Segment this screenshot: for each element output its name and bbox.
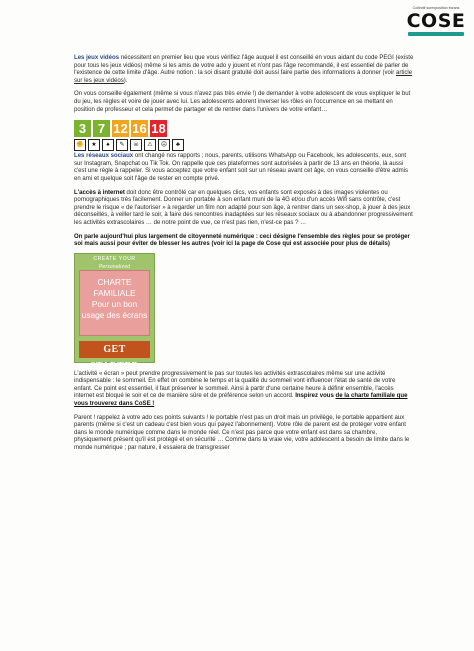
charte-line: usage des écrans — [81, 309, 148, 320]
pegi-descriptor-icon: ✊ — [74, 139, 86, 151]
heading-internet-access: L'accès à internet — [74, 189, 125, 196]
pegi-rating-7: 7 — [93, 120, 110, 137]
charte-personalized-label: Personalized — [98, 263, 131, 270]
paragraph-digital-citizenship: On parle aujourd'hui plus largement de citoyenneté numérique : ceci désigne l'ensemble des règles pour se protéger soi mais aussi pour éviter de blesser les autres (voir ici la page de Cose qui est associée pour plus de détails) — [74, 233, 410, 248]
pegi-descriptor-icon: ♣ — [172, 139, 184, 151]
article-body — [74, 55, 414, 459]
pegi-descriptor-icon: ✎ — [116, 139, 128, 151]
paragraph-video-games — [74, 55, 414, 85]
pegi-ratings — [74, 120, 414, 151]
logo-underline — [408, 32, 464, 36]
pegi-rating-3: 3 — [74, 120, 91, 137]
heading-social-networks: Les réseaux sociaux — [74, 153, 134, 160]
heading-video-games: Les jeux vidéos — [74, 55, 120, 61]
logo-wordmark: COSE — [406, 10, 466, 32]
logo-tagline: Collectif surexposition écrans — [412, 6, 460, 10]
pegi-rating-16: 16 — [132, 121, 147, 137]
paragraph-advice: On vous conseille également (même si vous n'avez pas très envie !) de demander à votre adolescent de vous expliquer le but du jeu, les règles et voire de jouer avec lui. Les adolescents adorent inverser les rôles en l'occurrence en se mettant en position de professeur et cela permet de partager et de rentrer dans l'univers de votre enfant… — [74, 91, 411, 113]
paragraph-end: ). — [123, 77, 128, 84]
pegi-descriptor-icon: ♠ — [102, 139, 114, 151]
charte-title-panel — [79, 270, 150, 336]
pegi-descriptor-row — [74, 139, 414, 151]
paragraph-text: nécessitent en premier lieu que vous vérifiez l'âge auquel il est conseillé en vous aidant du code PEGI (existe pour tous les jeux vidéos) même si les amis de votre ado y jouent et n'ont pas l'âge recommandé, il est essentiel de parler de l'existence de cette limite d'âge. Autre notion : la soi disant gratuité doit aussi faire partie des informations à donner (voir — [74, 55, 414, 77]
pegi-rating-18: 18 — [151, 121, 166, 137]
paragraph-social-networks — [74, 153, 414, 183]
charte-line: Pour un bon — [91, 298, 138, 309]
pegi-rating-12: 12 — [113, 121, 128, 137]
paragraph-internet-access — [74, 190, 414, 228]
paragraph-sleep — [74, 371, 414, 409]
charte-familiale-banner[interactable] — [74, 253, 155, 372]
link-charte-familiale[interactable]: de la charte familiale que vous trouverez dans CoSE ! — [74, 393, 408, 408]
get-started-button[interactable]: GET STARTED — [79, 341, 150, 358]
paragraph-text: ont changé nos rapports ; nous, parents, utilisons WhatsApp ou Facebook, les adolescents, eux, sont sur Instagram, Snapchat ou Tik Tok. On rappelle que ces plateformes sont autorisées à partir de 13 ans en théorie, là aussi c'est une règle à rappeler. Si vous acceptez que votre enfant soit sur un réseau avant cet âge, on vous conseille d'être admis en ami et quelque soit l'âge de rester en compte privé. — [74, 153, 409, 182]
pegi-descriptor-icon: ⚠ — [144, 139, 156, 151]
pegi-age-row — [74, 120, 414, 137]
pegi-descriptor-icon: ☹ — [158, 139, 170, 151]
cose-logo[interactable] — [404, 6, 468, 46]
paragraph-parent-reminder: Parent ! rappelez à votre ado ces points suivants ! le portable n'est pas un droit mais un privilège, le portable appartient aux parents (même si c'est un cadeau c'est bien vous qui payez l'abonnement). Votre rôle de parent est de protéger votre enfant dans le monde numérique comme dans le monde réel. Ce n'est pas parce que votre enfant est dans sa chambre, physiquement présent qu'il est protégé et en sécurité … Comme dans la vraie vie, votre adolescent a besoin de limite dans le monde numérique ; par nature, il essaiera de transgresser — [74, 414, 410, 452]
charte-create-label: CREATE YOUR — [93, 255, 136, 262]
charte-line: CHARTE — [97, 276, 132, 287]
pegi-descriptor-icon: ☠ — [130, 139, 142, 151]
pegi-descriptor-icon: ★ — [88, 139, 100, 151]
paragraph-text: L'activité « écran » peut prendre progressivement le pas sur toutes les activités extrascolaires même sur une activité indispensable : le sommeil. En effet on combine le temps et la qualité du sommeil vont influencer l'état de santé de votre enfant. Ce point est essentiel, il faut préserver le sommeil. Ainsi à partir d'une certaine heure à définir ensemble, l'accès internet est bloqué le soir et ce de manière sûre et de préférence selon un accord. — [74, 370, 396, 400]
inspire-text: Inspirez vous — [295, 393, 336, 400]
paragraph-text: doit donc être contrôlé car en quelques clics, vos enfants sont exposés à des images violentes ou pornographiques très facilement. Donner un portable à son enfant muni de la 4G et/ou d'un accès Wifi sans contrôle, c'est prendre le risque « de l'autoriser » à regarder un film non adapté pour son âge, à rentrer dans un sex-shop, à jouer à des jeux déconseillés, à veiller tard le soir, à faire des rencontres inadaptées sur les réseaux sociaux ou à abandonner progressivement les activités extrascolaires … de notre point de vue, ce n'est pas rien, n'est-ce pas ? … — [74, 189, 413, 226]
charte-line: FAMILIALE — [93, 287, 136, 298]
link-video-games-article[interactable]: article sur les jeux vidéos — [74, 70, 413, 84]
